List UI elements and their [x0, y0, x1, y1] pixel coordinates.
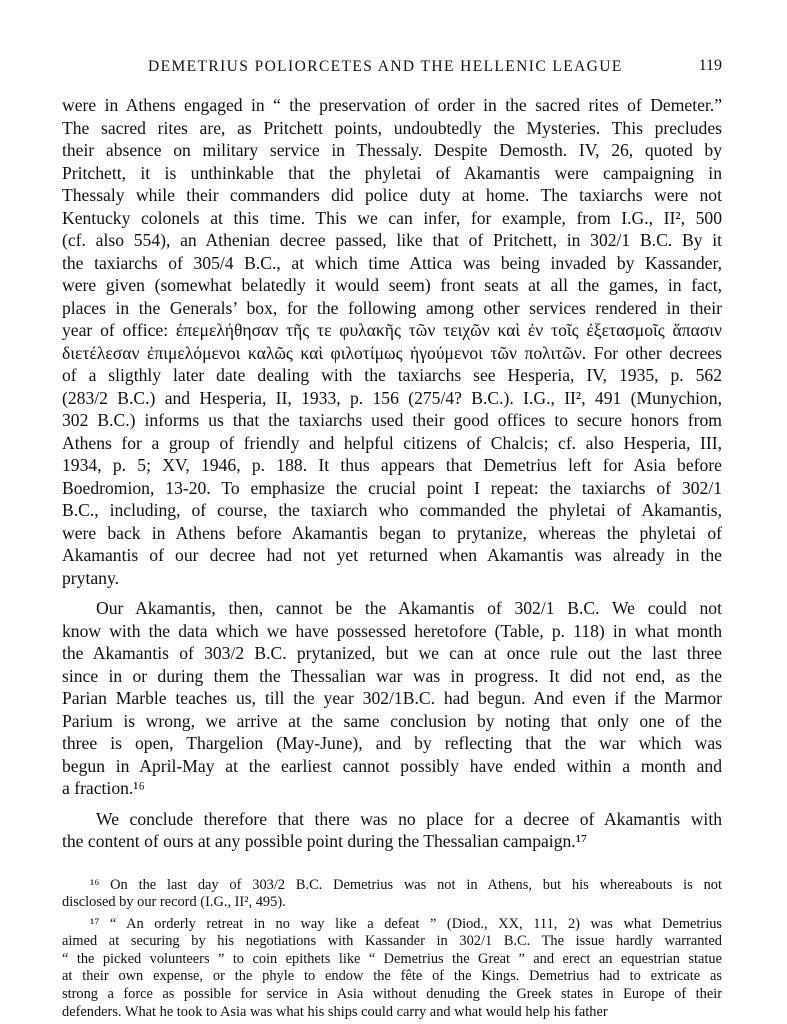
text-line: Parium is wrong, we arrive at the same conclusion by noting that only one of the	[62, 710, 722, 731]
running-head	[62, 56, 722, 82]
paragraph	[62, 597, 722, 800]
paragraph	[62, 808, 722, 853]
body-text	[62, 94, 722, 853]
text-line: B.C., including, of course, the taxiarch who commanded the phyletai of Akamantis,	[62, 500, 722, 520]
footnote	[62, 916, 722, 1022]
text-line: 1934, p. 5; XV, 1946, p. 188. It thus appears that Demetrius left for Asia before	[62, 455, 722, 475]
footnote	[62, 877, 722, 912]
text-line: since in or during them the Thessalian war was in progress. It did not end, as the	[62, 665, 722, 686]
text-line: 302 B.C.) informs us that the taxiarchs used their good offices to secure honors from	[62, 410, 722, 430]
footnote-line: “ the picked volunteers ” to coin epithets like “ Demetrius the Great ” and erect an equestrian statue	[62, 950, 722, 967]
text-line: the Akamantis of 303/2 B.C. prytanized, but we can at once rule out the last three	[62, 643, 722, 663]
paragraph-gap	[62, 589, 722, 597]
text-line: Thessaly while their commanders did police duty at home. The taxiarchs were not	[62, 185, 722, 205]
text-line: Kentucky colonels at this time. This we can infer, for example, from I.G., II², 500	[62, 207, 722, 228]
text-line: know with the data which we have possessed heretofore (Table, p. 118) in what month	[62, 620, 722, 641]
text-line: Parian Marble teaches us, till the year 302/1B.C. had begun. And even if the Marmor	[62, 688, 722, 708]
text-line: We conclude therefore that there was no place for a decree of Akamantis with	[96, 808, 722, 829]
paragraph-gap	[62, 800, 722, 808]
text-line: three is open, Thargelion (May-June), and by reflecting that the war which was	[62, 733, 722, 753]
text-line: places in the Generals’ box, for the following among other services rendered in their	[62, 297, 722, 318]
running-title: DEMETRIUS POLIORCETES AND THE HELLENIC LEAGUE	[148, 58, 623, 75]
footnote-line: at their own expense, or the phyle to endow the fête of the Kings. Demetrius had to extricate as	[62, 968, 722, 985]
text-line: were back in Athens before Akamantis began to prytanize, whereas the phyletai of	[62, 522, 722, 543]
text-line: Athens for a group of friendly and helpful citizens of Chalcis; cf. also Hesperia, III,	[62, 432, 722, 453]
text-line: were in Athens engaged in “ the preservation of order in the sacred rites of Demeter.”	[62, 95, 722, 115]
text-line: their absence on military service in Thessaly. Despite Demosth. IV, 26, quoted by	[62, 140, 722, 160]
footnote-line: disclosed by our record (I.G., II², 495).	[62, 894, 286, 911]
text-line: The sacred rites are, as Pritchett points, undoubtedly the Mysteries. This precludes	[62, 117, 722, 138]
page	[62, 56, 722, 1021]
text-line: Pritchett, it is unthinkable that the phyletai of Akamantis were campaigning in	[62, 162, 722, 183]
text-line: prytany.	[62, 567, 119, 588]
text-line: Akamantis of our decree had not yet returned when Akamantis was already in the	[62, 545, 722, 565]
text-line: Our Akamantis, then, cannot be the Akamantis of 302/1 B.C. We could not	[96, 598, 722, 618]
text-line: year of office: ἐπεμελήθησαν τῆς τε φυλακῆς τῶν τειχῶν καὶ ἐν τοῖς ἐξετασμοῖς ἅπασιν	[62, 320, 722, 340]
text-line: of a sligthly later date dealing with the taxiarchs see Hesperia, IV, 1935, p. 562	[62, 365, 722, 385]
paragraph	[62, 94, 722, 589]
text-line: the taxiarchs of 305/4 B.C., at which time Attica was being invaded by Kassander,	[62, 252, 722, 273]
text-line: a fraction.¹⁶	[62, 778, 145, 798]
text-line: begun in April-May at the earliest cannot possibly have ended within a month and	[62, 755, 722, 776]
page-number: 119	[698, 57, 722, 74]
footnote-line: ¹⁷ “ An orderly retreat in no way like a defeat ” (Diod., XX, 111, 2) was what Demetrius	[90, 915, 722, 932]
text-line: (283/2 B.C.) and Hesperia, II, 1933, p. 156 (275/4? B.C.). I.G., II², 491 (Munychion,	[62, 387, 722, 408]
text-line: Boedromion, 13-20. To emphasize the crucial point I repeat: the taxiarchs of 302/1	[62, 477, 722, 498]
footnotes	[62, 877, 722, 1022]
footnote-line: ¹⁶ On the last day of 303/2 B.C. Demetrius was not in Athens, but his whereabouts is not	[90, 876, 722, 893]
footnote-line: aimed at securing by his negotiations with Kassander in 302/1 B.C. The issue hardly warranted	[62, 933, 722, 950]
text-line: (cf. also 554), an Athenian decree passed, like that of Pritchett, in 302/1 B.C. By it	[62, 230, 722, 250]
text-line: διετέλεσαν ἐπιμελόμενοι καλῶς καὶ φιλοτίμως ἡγούμενοι τῶν πολιτῶν. For other decrees	[62, 342, 722, 363]
text-line: the content of ours at any possible point during the Thessalian campaign.¹⁷	[62, 831, 588, 851]
footnote-line: defenders. What he took to Asia was what his ships could carry and what would help his father	[62, 1003, 608, 1020]
text-line: were given (somewhat belatedly it would seem) front seats at all the games, in fact,	[62, 275, 722, 295]
footnote-line: strong a force as possible for service in Asia without denuding the Greek states in Europe of their	[62, 986, 722, 1003]
